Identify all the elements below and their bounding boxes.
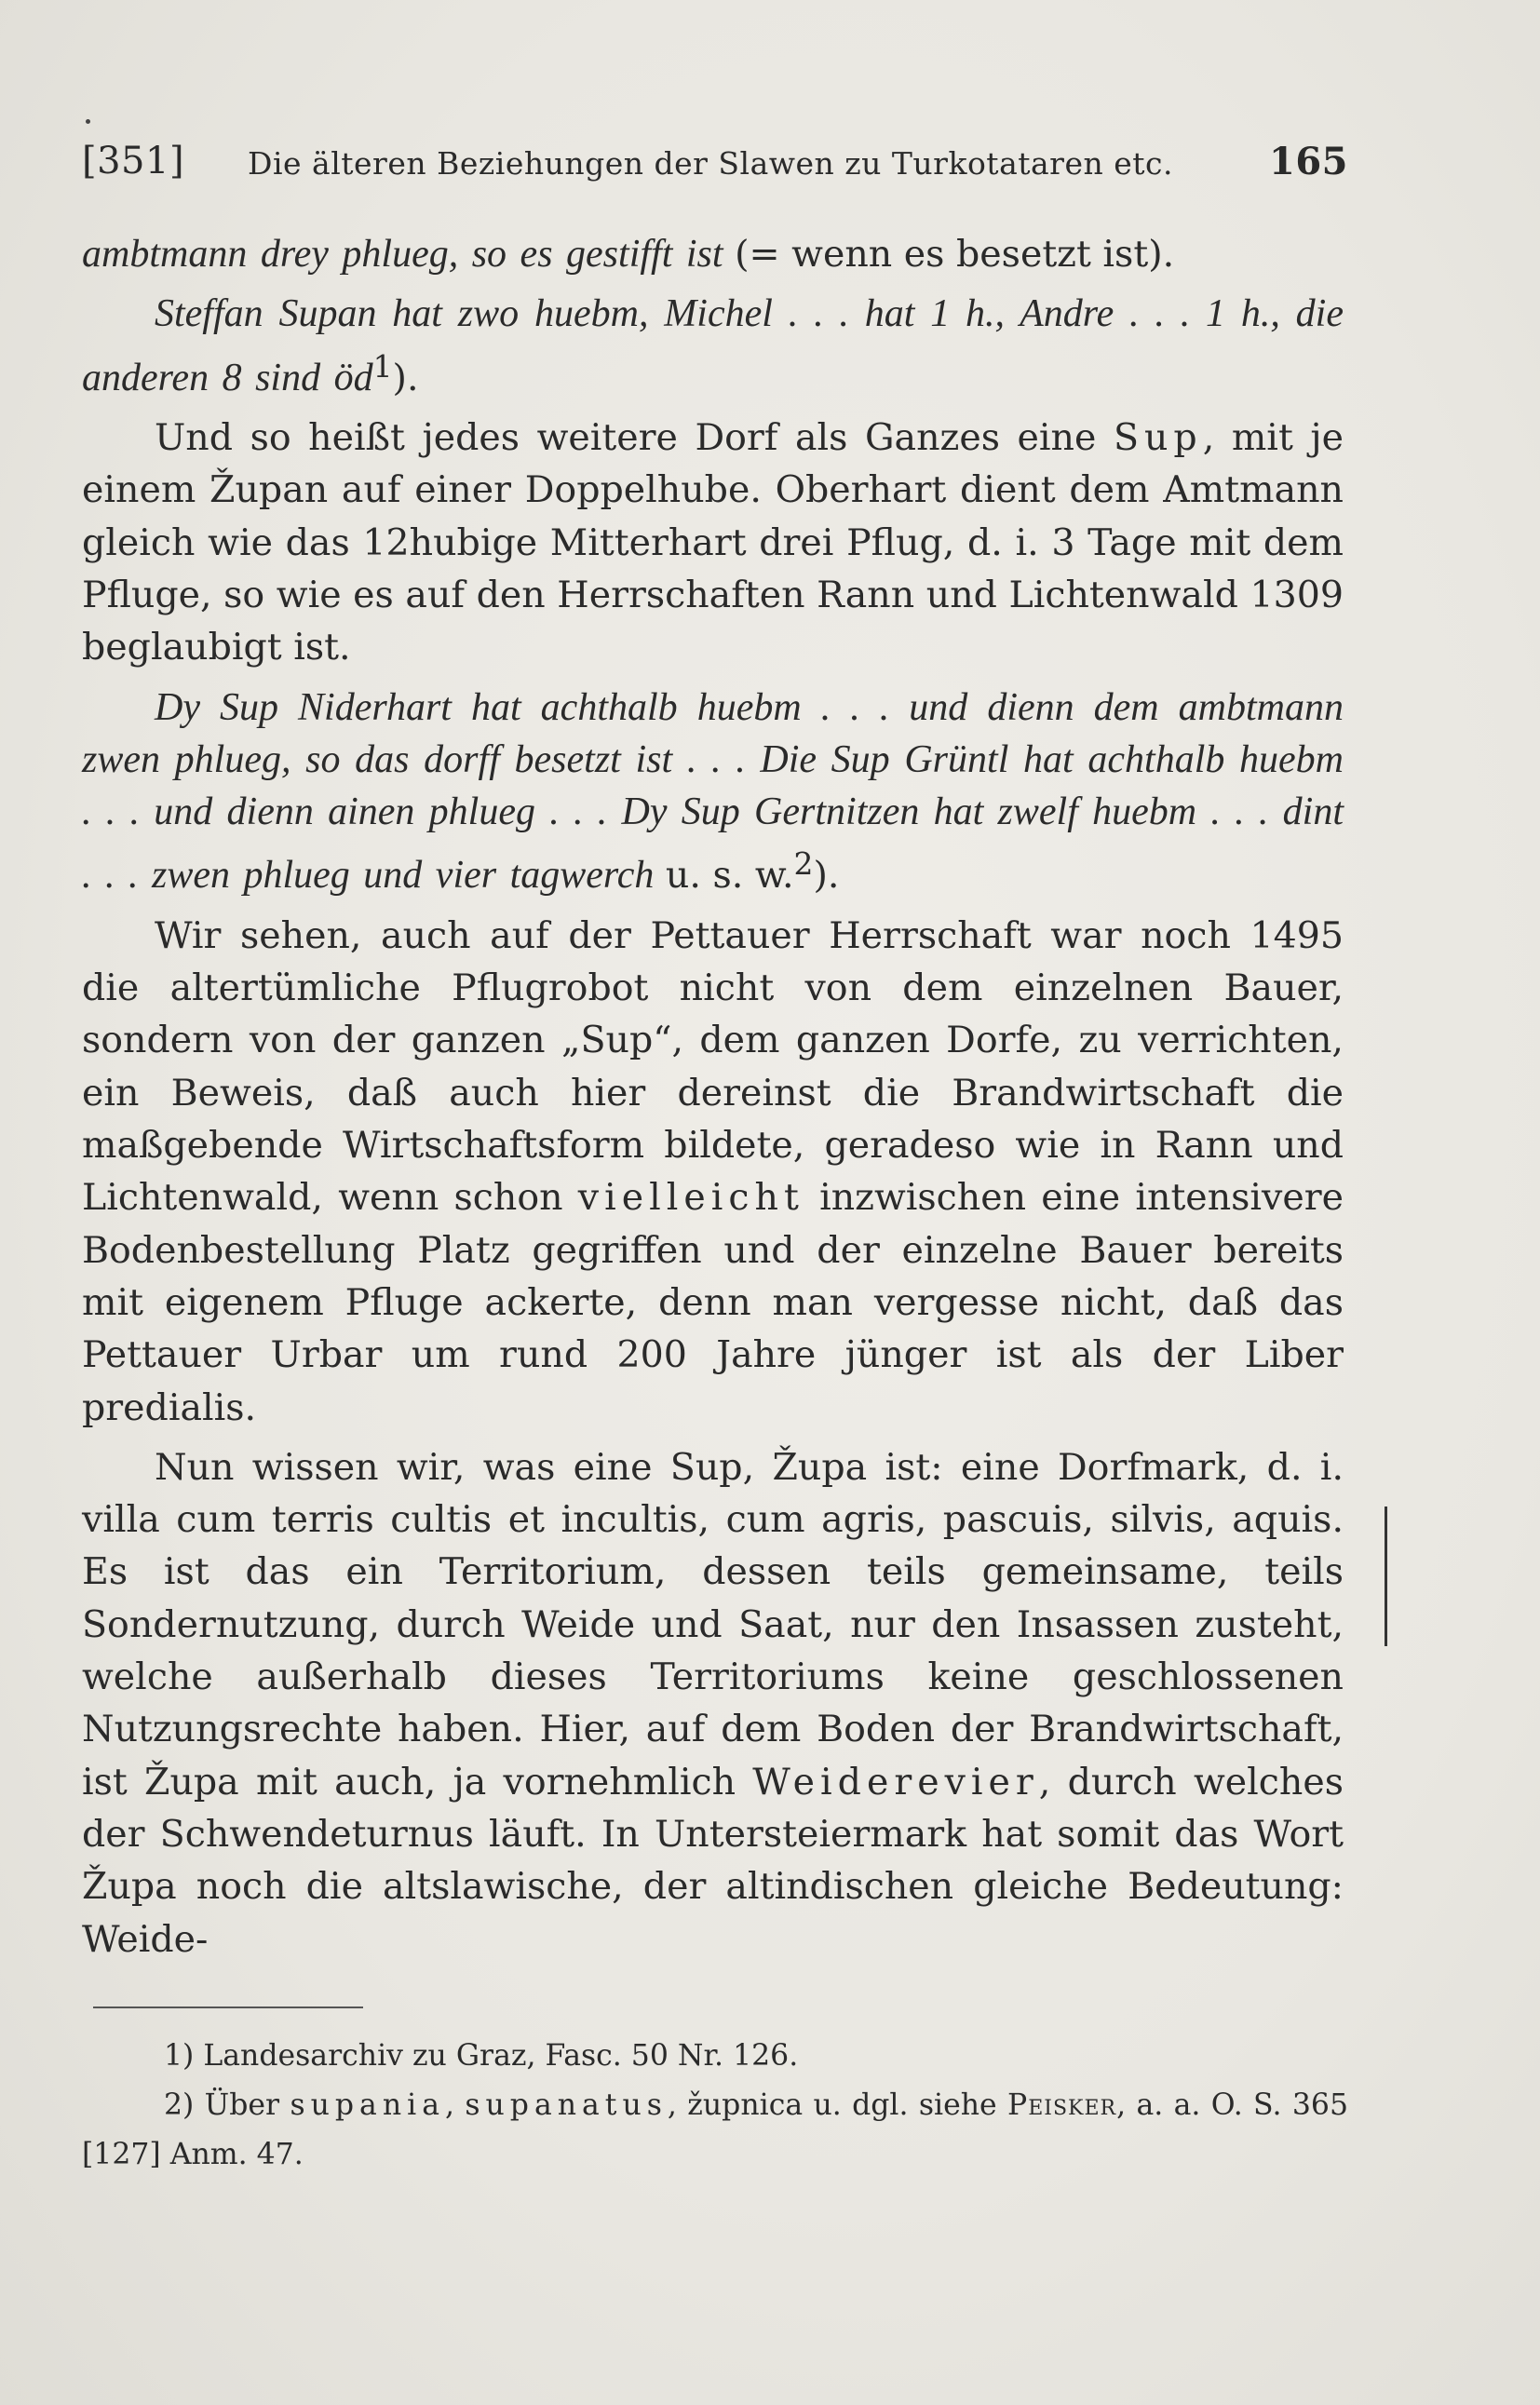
paragraph-5 [82,910,1344,1434]
text-span: 2) Über [164,2088,290,2122]
text-span: , [444,2088,466,2122]
text-span: (= wenn es besetzt ist). [723,233,1175,276]
footnote-1: 1) Landesarchiv zu Graz, Fasc. 50 Nr. 126. [164,2039,799,2073]
footnote-ref-1[interactable]: 1 [372,347,393,385]
text-span: , mit je einem Župan auf einer Doppelhube. Oberhart dient dem Amtmann gleich wie das 12hubige Mitterhart drei Pflug, d. i. 3 Tage mit dem Pfluge, so wie es auf den Herrschaften Rann und Lichtenwald 1309 beglaubigt ist. [82,416,1344,669]
quote-italic: Dy Sup Niderhart hat achthalb huebm . . . und dienn dem ambtmann zwen phlueg, so das dorff besetzt ist . . . Die Sup Grüntl hat achthalb huebm . . . und dienn ainen phlueg . . . Dy Sup Gertnitzen hat zwelf huebm . . . dint . . . zwen phlueg und vier tagwerch [82,685,1344,898]
spaced-emphasis: Sup [1113,416,1203,460]
ink-speck [86,119,90,124]
page-number: 165 [1269,140,1348,183]
paragraph-6 [82,1441,1344,1966]
quote-italic: Steffan Supan hat zwo huebm, Michel . . . hat 1 h., Andre . . . 1 h., die anderen 8 sind öd [82,292,1344,399]
text-span: u. s. w. [654,854,794,898]
footnote-rule [93,2006,363,2008]
footnote-2 [82,2081,1348,2180]
footnote-ref-2[interactable]: 2 [793,845,814,883]
paragraph-1 [82,228,1344,280]
spaced-emphasis: supania [290,2088,445,2122]
author-name: Peisker [1007,2088,1117,2122]
main-text [82,228,1344,1966]
text-span: , župnica u. dgl. siehe [667,2088,1008,2122]
paragraph-2 [82,288,1344,404]
spaced-emphasis: Weiderevier [752,1760,1039,1804]
text-span: Wir sehen, auch auf der Pettauer Herrschaft war noch 1495 die altertümliche Pflugrobot nicht von dem einzelnen Bauer, sondern von der ganzen „Sup“, dem ganzen Dorfe, zu verrichten, ein Beweis, daß auch hier dereinst die Brandwirtschaft die maßgebende Wirtschaftsform bildete, geradeso wie in Rann und Lichtenwald, wenn schon [82,913,1344,1220]
text-span: Und so heißt jedes weitere Dorf als Ganzes eine [155,416,1114,460]
paragraph-4 [82,682,1344,902]
text-span: , durch welches der Schwendeturnus läuft. In Untersteiermark hat somit das Wort Župa noch die altslawische, der altindischen gleiche Bedeutung: Weide- [82,1760,1344,1961]
text-span: ). [813,854,840,898]
margin-pencil-mark [1385,1507,1387,1646]
running-head [82,140,1348,196]
text-span: ). [392,356,419,399]
paragraph-3 [82,412,1344,673]
running-title: Die älteren Beziehungen der Slawen zu Turkotataren etc. [248,145,1173,182]
spaced-emphasis: vielleicht [577,1176,804,1220]
quote-italic: ambtmann drey phlueg, so es gestifft ist [82,233,723,276]
text-span: Nun wissen wir, was eine Sup, Župa ist: eine Dorfmark, d. i. villa cum terris cultis et incultis, cum agris, pascuis, silvis, aquis. Es ist das ein Territorium, dessen teils gemeinsame, teils Sondernutzung, durch Weide und Saat, nur den Insassen zusteht, welche außerhalb dieses Territoriums keine geschlossenen Nutzungsrechte haben. Hier, auf dem Boden der Brandwirtschaft, ist Župa mit auch, ja vornehmlich [82,1445,1344,1804]
footnotes [82,2032,1348,2180]
text-span: , a. a. O. S. 365 [127] Anm. 47. [82,2088,1348,2171]
spaced-emphasis: supanatus [465,2088,668,2122]
original-page-number: [351] [82,140,185,182]
text-span: inzwischen eine intensivere Bodenbestellung Platz gegriffen und der einzelne Bauer bereits mit eigenem Pfluge ackerte, denn man vergesse nicht, daß das Pettauer Urbar um rund 200 Jahre jünger ist als der Liber predialis. [82,1176,1344,1429]
